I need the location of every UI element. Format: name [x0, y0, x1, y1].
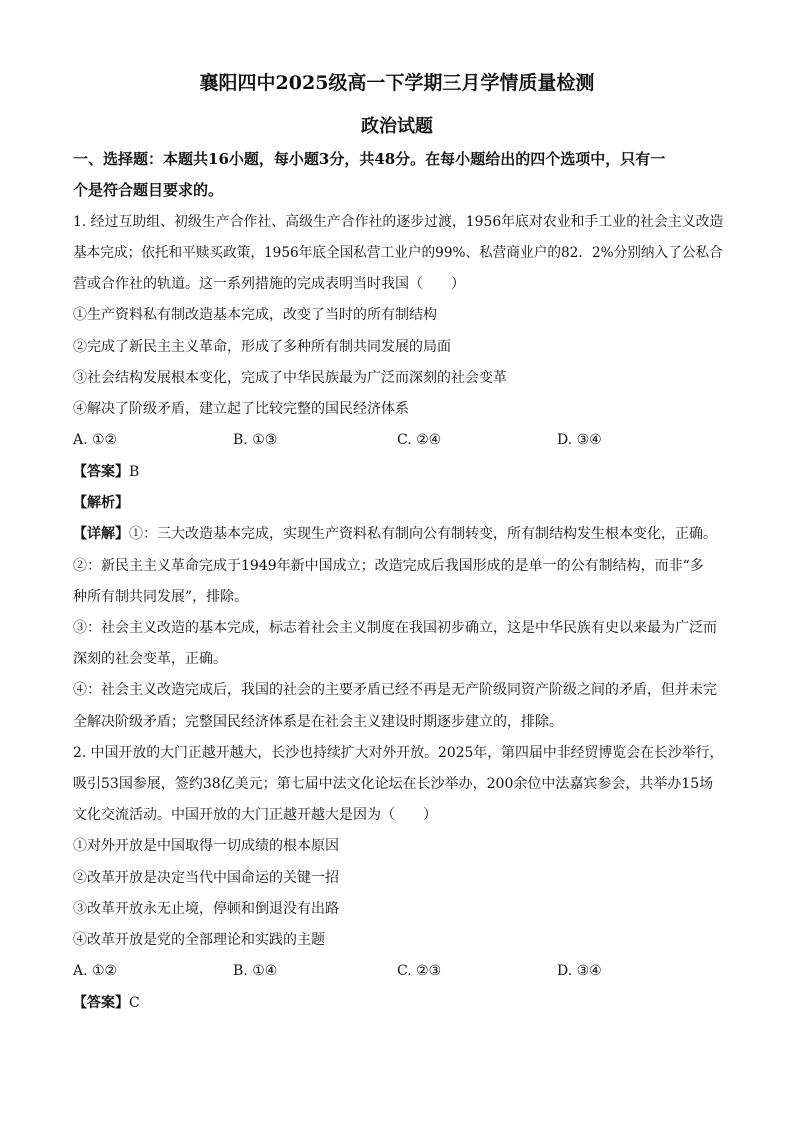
q2-stem-line-2: 吸引53国参展，签约38亿美元；第七届中法文化论坛在长沙举办，200余位中法嘉宾参会，共举办15场: [73, 776, 714, 792]
q1-detail-line-6: ④：社会主义改造完成后，我国的社会的主要矛盾已经不再是无产阶级同资产阶级之间的矛盾，但并未完: [73, 682, 717, 698]
q2-option-a[interactable]: A. ①②: [73, 963, 118, 979]
q1-option-c[interactable]: C. ②④: [397, 432, 442, 448]
q1-option-b[interactable]: B. ①③: [233, 432, 278, 448]
q2-option-d[interactable]: D. ③④: [557, 963, 602, 979]
q1-answer: [73, 463, 139, 481]
q1-stem-line-1: 1. 经过互助组、初级生产合作社、高级生产合作社的逐步过渡，1956年底对农业和手工业的社会主义改造: [73, 214, 724, 230]
q1-detail-line-2: ②：新民主主义革命完成于1949年新中国成立；改造完成后我国形成的是单一的公有制结构，而非“多: [73, 558, 704, 574]
q1-statement-2: ②完成了新民主主义革命，形成了多种所有制共同发展的局面: [73, 339, 451, 355]
exam-title: 襄阳四中2025级高一下学期三月学情质量检测: [199, 72, 595, 94]
detail-text: ①：三大改造基本完成，实现生产资料私有制向公有制转变，所有制结构发生根本变化，正确。: [129, 526, 717, 542]
q2-stem-line-3: 文化交流活动。中国开放的大门正越开越大是因为（ ）: [73, 807, 437, 823]
answer-value: B: [129, 464, 140, 480]
q1-option-a[interactable]: A. ①②: [73, 432, 118, 448]
q1-detail-line-4: ③：社会主义改造的基本完成，标志着社会主义制度在我国初步确立，这是中华民族有史以来最为广泛而: [73, 620, 717, 636]
q2-option-c[interactable]: C. ②③: [397, 963, 442, 979]
q1-analysis-heading: [73, 494, 129, 512]
q2-statement-2: ②改革开放是决定当代中国命运的关键一招: [73, 870, 339, 886]
q1-detail-line-1: [73, 525, 717, 543]
q1-stem-line-3: 营或合作社的轨道。这一系列措施的完成表明当时我国（ ）: [73, 276, 465, 292]
answer-label: 【答案】: [73, 464, 129, 480]
q2-statement-3: ③改革开放永无止境，停顿和倒退没有出路: [73, 901, 339, 917]
q1-statement-1: ①生产资料私有制改造基本完成，改变了当时的所有制结构: [73, 307, 437, 323]
q1-detail-line-5: 深刻的社会变革，正确。: [73, 651, 227, 667]
q1-detail-line-3: 种所有制共同发展”，排除。: [73, 589, 249, 605]
q1-detail-line-7: 全解决阶级矛盾；完整国民经济体系是在社会主义建设时期逐步建立的，排除。: [73, 714, 563, 730]
q1-statement-4: ④解决了阶级矛盾，建立起了比较完整的国民经济体系: [73, 401, 409, 417]
q2-stem-line-1: 2. 中国开放的大门正越开越大，长沙也持续扩大对外开放。2025年，第四届中非经贸博览会在长沙举行，: [73, 745, 724, 761]
q2-statement-1: ①对外开放是中国取得一切成绩的根本原因: [73, 838, 339, 854]
q2-option-b[interactable]: B. ①④: [233, 963, 278, 979]
q2-statement-4: ④改革开放是党的全部理论和实践的主题: [73, 932, 325, 948]
analysis-label: 【解析】: [73, 495, 129, 511]
answer-value: C: [129, 995, 140, 1011]
q1-statement-3: ③社会结构发展根本变化，完成了中华民族最为广泛而深刻的社会变革: [73, 370, 507, 386]
q1-option-d[interactable]: D. ③④: [557, 432, 602, 448]
detail-label: 【详解】: [73, 526, 129, 542]
q1-stem-line-2: 基本完成；依托和平赎买政策，1956年底全国私营工业户的99%、私营商业户的82．2%分别纳入了公私合: [73, 245, 723, 261]
subject-title: 政治试题: [361, 116, 433, 137]
q2-answer: [73, 994, 140, 1012]
answer-label: 【答案】: [73, 995, 129, 1011]
section-instruction-line-1: 一、选择题：本题共16小题，每小题3分，共48分。在每小题给出的四个选项中，只有一: [73, 150, 666, 168]
section-instruction-line-2: 个是符合题目要求的。: [73, 181, 224, 199]
